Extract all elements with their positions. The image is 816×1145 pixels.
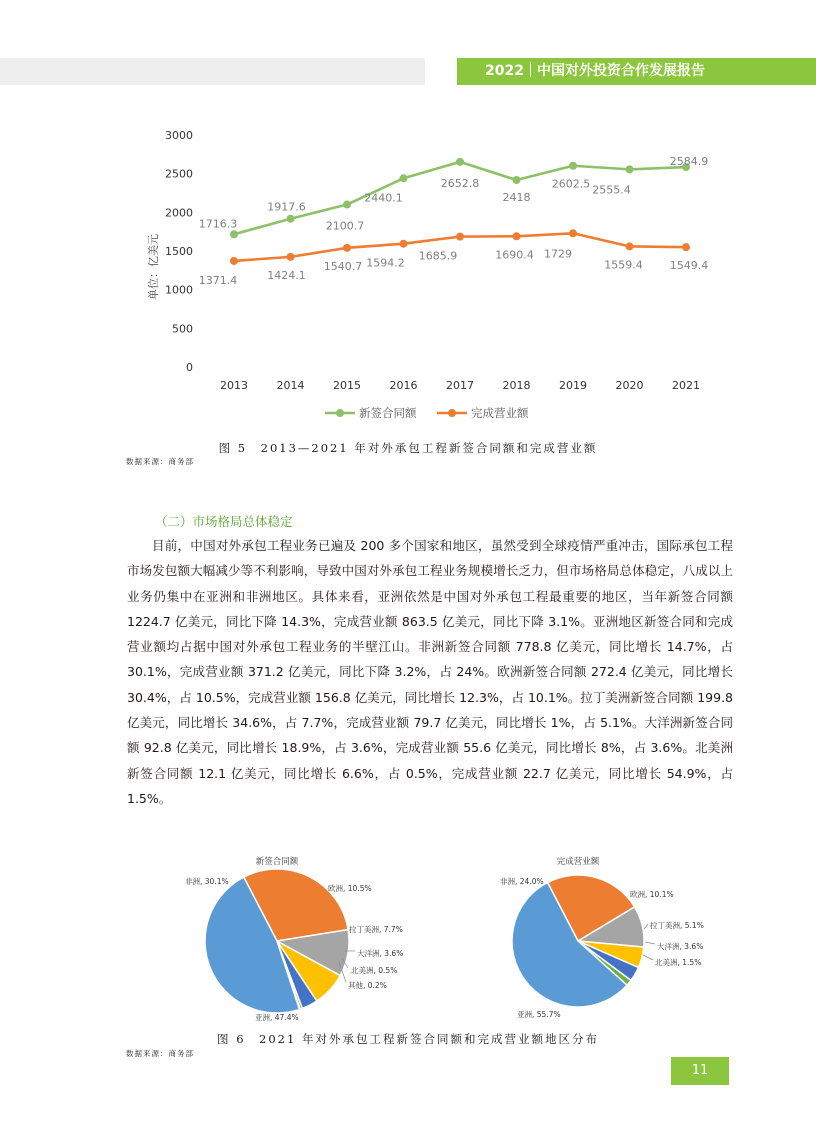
- x-tick-label: 2020: [615, 379, 644, 392]
- y-tick-label: 1000: [165, 283, 193, 297]
- section-title: （二）市场格局总体稳定: [155, 514, 293, 529]
- figure-5-caption: 图 5 2013—2021 年对外承包工程新签合同额和完成营业额: [218, 441, 598, 455]
- pie-title: 新签合同额: [255, 857, 299, 867]
- data-point: [343, 244, 351, 252]
- data-label: 1716.3: [198, 217, 238, 231]
- x-tick-label: 2018: [502, 379, 531, 392]
- data-point: [230, 257, 238, 265]
- series-line: [234, 162, 686, 234]
- data-label: 1559.4: [604, 258, 643, 272]
- y-tick-label: 0: [186, 361, 193, 374]
- slice-label: 非洲, 24.0%: [500, 877, 544, 886]
- figure-6-caption: 图 6 2021 年对外承包工程新签合同额和完成营业额地区分布: [217, 1032, 599, 1046]
- slice-label: 其他, 0.2%: [348, 981, 387, 990]
- pie-charts: [0, 840, 816, 1040]
- data-point: [682, 243, 690, 251]
- data-point: [400, 240, 408, 248]
- data-label: 2418: [502, 191, 531, 205]
- data-label: 1371.4: [198, 273, 238, 287]
- legend-label: 完成营业额: [471, 406, 529, 420]
- data-point: [287, 253, 295, 261]
- data-label: 1540.7: [323, 259, 363, 273]
- leader-line: [644, 924, 648, 929]
- y-axis-label: 单位：亿美元: [147, 234, 160, 300]
- data-label: 1424.1: [267, 268, 306, 282]
- pie-title: 完成营业额: [556, 857, 600, 867]
- body-text: [127, 533, 733, 811]
- line-chart: [0, 0, 816, 440]
- slice-label: 欧洲, 10.1%: [630, 890, 674, 899]
- slice-label: 亚洲, 47.4%: [255, 1013, 299, 1022]
- data-label: 2652.8: [440, 176, 480, 190]
- slice-label: 北美洲, 0.5%: [351, 966, 398, 975]
- x-tick-label: 2016: [389, 379, 418, 392]
- y-tick-label: 500: [172, 322, 193, 336]
- slice-label: 北美洲, 1.5%: [655, 958, 702, 967]
- slice-label: 欧洲, 10.5%: [328, 884, 372, 893]
- slice-label: 大洋洲, 3.6%: [657, 942, 704, 951]
- data-point: [626, 165, 634, 173]
- data-label: 2440.1: [364, 191, 403, 205]
- data-point: [456, 158, 464, 166]
- figure-6-source: 数据来源：商务部: [126, 1049, 194, 1058]
- slice-label: 非洲, 30.1%: [185, 877, 229, 886]
- data-point: [569, 162, 577, 170]
- slice-label: 亚洲, 55.7%: [517, 1010, 561, 1019]
- legend-label: 新签合同额: [359, 406, 417, 420]
- y-tick-label: 3000: [165, 129, 193, 142]
- legend-marker: [448, 409, 456, 417]
- data-label: 2584.9: [669, 155, 709, 169]
- x-tick-label: 2017: [446, 379, 474, 392]
- header-year: 2022: [485, 63, 524, 79]
- data-point: [513, 232, 521, 240]
- data-label: 1685.9: [418, 249, 458, 263]
- data-label: 2100.7: [325, 219, 365, 233]
- y-tick-label: 2000: [165, 206, 193, 220]
- figure-5-source: 数据来源：商务部: [126, 457, 194, 466]
- x-tick-label: 2014: [276, 379, 305, 392]
- page-number: 11: [671, 1057, 729, 1085]
- slice-label: 拉丁美洲, 7.7%: [349, 925, 403, 934]
- data-label: 1690.4: [495, 248, 534, 262]
- data-point: [569, 229, 577, 237]
- body-paragraph: 目前，中国对外承包工程业务已遍及 200 多个国家和地区，虽然受到全球疫情严重冲击，国际承包工程市场发包额大幅减少等不利影响，导致中国对外承包工程业务规模增长乏力，但市场格局总体稳定，八成以上业务仍集中在亚洲和非洲地区。具体来看，亚洲依然是中国对外承包工程最重要的地区，当年新签合同额 1224.7 亿美元，同比下降 14.3%，完成营业额 863.5 亿美元，同比下降 3.1%。亚洲地区新签合同和完成营业额均占据中国对外承包工程业务的半壁江山。非洲新签合同额 778.8 亿美元，同比增长 14.7%，占 30.1%，完成营业额 371.2 亿美元，同比下降 3.2%，占 24%。欧洲新签合同额 272.4 亿美元，同比增长 30.4%，占 10.5%，完成营业额 156.8 亿美元，同比增长 12.3%，占 10.1%。拉丁美洲新签合同额 199.8 亿美元，同比增长 34.6%，占 7.7%，完成营业额 79.7 亿美元，同比增长 1%，占 5.1%。大洋洲新签合同额 92.8 亿美元，同比增长 18.9%，占 3.6%，完成营业额 55.6 亿美元，同比增长 8%，占 3.6%。北美洲新签合同额 12.1 亿美元，同比增长 6.6%，占 0.5%，完成营业额 22.7 亿美元，同比增长 54.9%，占 1.5%。: [127, 538, 733, 806]
- data-point: [343, 201, 351, 209]
- data-label: 1917.6: [267, 200, 306, 214]
- data-label: 1549.4: [669, 259, 709, 273]
- x-tick-label: 2021: [672, 379, 700, 392]
- y-tick-label: 2500: [165, 167, 193, 181]
- header-title: 中国对外投资合作发展报告: [536, 63, 705, 79]
- data-point: [626, 242, 634, 250]
- x-tick-label: 2013: [220, 379, 248, 392]
- leader-line: [643, 955, 653, 960]
- data-label: 2555.4: [592, 183, 631, 197]
- data-label: 1729: [544, 247, 572, 261]
- slice-label: 大洋洲, 3.6%: [357, 949, 404, 958]
- y-tick-label: 1500: [165, 245, 193, 258]
- leader-line: [645, 942, 655, 944]
- legend-marker: [336, 409, 344, 417]
- data-point: [287, 215, 295, 223]
- x-tick-label: 2019: [559, 379, 587, 392]
- data-point: [513, 176, 521, 184]
- data-point: [456, 233, 464, 241]
- x-tick-label: 2015: [333, 379, 361, 392]
- data-label: 2602.5: [551, 177, 591, 191]
- data-point: [400, 174, 408, 182]
- data-label: 1594.2: [366, 256, 405, 270]
- slice-label: 拉丁美洲, 5.1%: [650, 921, 704, 930]
- data-point: [230, 230, 238, 238]
